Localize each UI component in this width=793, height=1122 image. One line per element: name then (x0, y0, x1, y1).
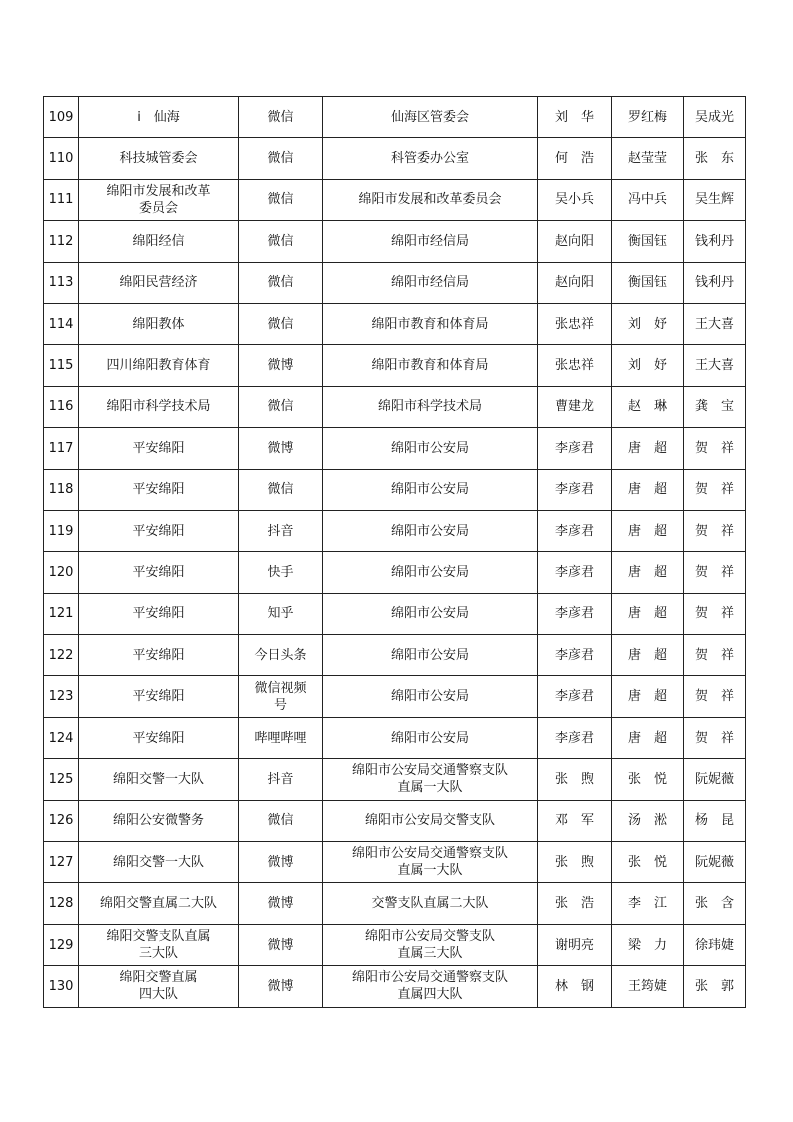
organization-cell: 绵阳市公安局交警支队 (323, 800, 538, 841)
account-name-cell: 绵阳市发展和改革 委员会 (79, 179, 239, 220)
operator-cell: 贺 祥 (684, 676, 746, 717)
operator-cell: 张 郭 (684, 966, 746, 1007)
table-row (44, 345, 746, 386)
responsible-leader-cell: 张 浩 (538, 883, 612, 924)
organization-cell: 绵阳市公安局 (323, 428, 538, 469)
responsible-leader-cell: 李彦君 (538, 510, 612, 551)
organization-cell: 绵阳市公安局 (323, 510, 538, 551)
table-row (44, 800, 746, 841)
platform-cell: 微信 (239, 179, 323, 220)
operator-cell: 王大喜 (684, 345, 746, 386)
contact-person-cell: 唐 超 (612, 428, 684, 469)
account-name-cell: 平安绵阳 (79, 635, 239, 676)
organization-cell: 绵阳市教育和体育局 (323, 345, 538, 386)
table-row (44, 179, 746, 220)
table-row (44, 966, 746, 1007)
responsible-leader-cell: 吴小兵 (538, 179, 612, 220)
contact-person-cell: 罗红梅 (612, 97, 684, 138)
responsible-leader-cell: 李彦君 (538, 635, 612, 676)
row-number-cell: 116 (44, 386, 79, 427)
table-row (44, 717, 746, 758)
table-row (44, 221, 746, 262)
table-row (44, 386, 746, 427)
organization-cell: 绵阳市公安局交通警察支队 直属四大队 (323, 966, 538, 1007)
operator-cell: 贺 祥 (684, 428, 746, 469)
platform-cell: 微博 (239, 842, 323, 883)
contact-person-cell: 刘 妤 (612, 345, 684, 386)
organization-cell: 仙海区管委会 (323, 97, 538, 138)
row-number-cell: 127 (44, 842, 79, 883)
organization-cell: 绵阳市公安局 (323, 676, 538, 717)
operator-cell: 钱利丹 (684, 221, 746, 262)
platform-cell: 抖音 (239, 759, 323, 800)
contact-person-cell: 衡国钰 (612, 221, 684, 262)
table-row (44, 552, 746, 593)
organization-cell: 绵阳市公安局 (323, 552, 538, 593)
row-number-cell: 121 (44, 593, 79, 634)
responsible-leader-cell: 李彦君 (538, 469, 612, 510)
responsible-leader-cell: 李彦君 (538, 428, 612, 469)
contact-person-cell: 刘 妤 (612, 303, 684, 344)
account-name-cell: 科技城管委会 (79, 138, 239, 179)
contact-person-cell: 王筠婕 (612, 966, 684, 1007)
organization-cell: 绵阳市公安局交警支队 直属三大队 (323, 924, 538, 965)
operator-cell: 王大喜 (684, 303, 746, 344)
platform-cell: 微信 (239, 221, 323, 262)
row-number-cell: 114 (44, 303, 79, 344)
contact-person-cell: 唐 超 (612, 510, 684, 551)
platform-cell: 微信 (239, 138, 323, 179)
row-number-cell: 111 (44, 179, 79, 220)
responsible-leader-cell: 刘 华 (538, 97, 612, 138)
account-name-cell: 平安绵阳 (79, 593, 239, 634)
table-row (44, 842, 746, 883)
account-name-cell: 绵阳市科学技术局 (79, 386, 239, 427)
contact-person-cell: 唐 超 (612, 676, 684, 717)
organization-cell: 绵阳市发展和改革委员会 (323, 179, 538, 220)
operator-cell: 张 东 (684, 138, 746, 179)
platform-cell: 微信 (239, 97, 323, 138)
row-number-cell: 125 (44, 759, 79, 800)
table-row (44, 676, 746, 717)
responsible-leader-cell: 赵向阳 (538, 221, 612, 262)
operator-cell: 龚 宝 (684, 386, 746, 427)
operator-cell: 贺 祥 (684, 552, 746, 593)
operator-cell: 贺 祥 (684, 717, 746, 758)
responsible-leader-cell: 赵向阳 (538, 262, 612, 303)
table-row (44, 635, 746, 676)
account-name-cell: 绵阳交警一大队 (79, 759, 239, 800)
responsible-leader-cell: 林 钢 (538, 966, 612, 1007)
responsible-leader-cell: 曹建龙 (538, 386, 612, 427)
platform-cell: 抖音 (239, 510, 323, 551)
contact-person-cell: 张 悦 (612, 842, 684, 883)
responsible-leader-cell: 张忠祥 (538, 303, 612, 344)
platform-cell: 今日头条 (239, 635, 323, 676)
table-row (44, 593, 746, 634)
table-row (44, 303, 746, 344)
platform-cell: 微博 (239, 345, 323, 386)
row-number-cell: 122 (44, 635, 79, 676)
account-name-cell: 绵阳交警直属 四大队 (79, 966, 239, 1007)
contact-person-cell: 唐 超 (612, 717, 684, 758)
operator-cell: 杨 昆 (684, 800, 746, 841)
organization-cell: 绵阳市公安局交通警察支队 直属一大队 (323, 842, 538, 883)
account-name-cell: 绵阳交警支队直属 三大队 (79, 924, 239, 965)
responsible-leader-cell: 李彦君 (538, 676, 612, 717)
operator-cell: 贺 祥 (684, 510, 746, 551)
organization-cell: 绵阳市经信局 (323, 262, 538, 303)
operator-cell: 贺 祥 (684, 635, 746, 676)
table-row (44, 97, 746, 138)
responsible-leader-cell: 张 煦 (538, 842, 612, 883)
platform-cell: 微博 (239, 428, 323, 469)
account-name-cell: 平安绵阳 (79, 469, 239, 510)
organization-cell: 绵阳市公安局 (323, 469, 538, 510)
platform-cell: 微信 (239, 800, 323, 841)
contact-person-cell: 汤 淞 (612, 800, 684, 841)
responsible-leader-cell: 李彦君 (538, 552, 612, 593)
account-name-cell: 绵阳交警一大队 (79, 842, 239, 883)
operator-cell: 张 含 (684, 883, 746, 924)
table-row (44, 469, 746, 510)
row-number-cell: 130 (44, 966, 79, 1007)
account-name-cell: i 仙海 (79, 97, 239, 138)
contact-person-cell: 唐 超 (612, 593, 684, 634)
account-name-cell: 绵阳教体 (79, 303, 239, 344)
organization-cell: 绵阳市公安局 (323, 635, 538, 676)
platform-cell: 微信 (239, 469, 323, 510)
organization-cell: 绵阳市公安局 (323, 717, 538, 758)
table-row (44, 138, 746, 179)
table-row (44, 262, 746, 303)
responsible-leader-cell: 邓 军 (538, 800, 612, 841)
contact-person-cell: 赵莹莹 (612, 138, 684, 179)
organization-cell: 科管委办公室 (323, 138, 538, 179)
platform-cell: 微博 (239, 924, 323, 965)
organization-cell: 绵阳市科学技术局 (323, 386, 538, 427)
platform-cell: 微博 (239, 883, 323, 924)
table-row (44, 759, 746, 800)
account-name-cell: 平安绵阳 (79, 552, 239, 593)
table-row (44, 883, 746, 924)
platform-cell: 快手 (239, 552, 323, 593)
account-name-cell: 绵阳公安微警务 (79, 800, 239, 841)
platform-cell: 微信 (239, 262, 323, 303)
organization-cell: 绵阳市经信局 (323, 221, 538, 262)
row-number-cell: 113 (44, 262, 79, 303)
account-name-cell: 绵阳民营经济 (79, 262, 239, 303)
contact-person-cell: 唐 超 (612, 552, 684, 593)
contact-person-cell: 唐 超 (612, 635, 684, 676)
account-name-cell: 四川绵阳教育体育 (79, 345, 239, 386)
contact-person-cell: 冯中兵 (612, 179, 684, 220)
platform-cell: 微信 (239, 303, 323, 344)
contact-person-cell: 唐 超 (612, 469, 684, 510)
operator-cell: 钱利丹 (684, 262, 746, 303)
contact-person-cell: 张 悦 (612, 759, 684, 800)
row-number-cell: 109 (44, 97, 79, 138)
responsible-leader-cell: 李彦君 (538, 593, 612, 634)
row-number-cell: 117 (44, 428, 79, 469)
table-row (44, 428, 746, 469)
organization-cell: 绵阳市教育和体育局 (323, 303, 538, 344)
operator-cell: 阮妮薇 (684, 759, 746, 800)
contact-person-cell: 赵 琳 (612, 386, 684, 427)
platform-cell: 微博 (239, 966, 323, 1007)
operator-cell: 贺 祥 (684, 469, 746, 510)
operator-cell: 阮妮薇 (684, 842, 746, 883)
responsible-leader-cell: 李彦君 (538, 717, 612, 758)
row-number-cell: 128 (44, 883, 79, 924)
contact-person-cell: 梁 力 (612, 924, 684, 965)
responsible-leader-cell: 何 浩 (538, 138, 612, 179)
row-number-cell: 126 (44, 800, 79, 841)
row-number-cell: 115 (44, 345, 79, 386)
platform-cell: 知乎 (239, 593, 323, 634)
table-row (44, 510, 746, 551)
row-number-cell: 124 (44, 717, 79, 758)
operator-cell: 徐玮婕 (684, 924, 746, 965)
row-number-cell: 129 (44, 924, 79, 965)
row-number-cell: 120 (44, 552, 79, 593)
account-name-cell: 平安绵阳 (79, 676, 239, 717)
account-name-cell: 平安绵阳 (79, 428, 239, 469)
row-number-cell: 123 (44, 676, 79, 717)
account-roster-table (43, 96, 746, 1008)
responsible-leader-cell: 张忠祥 (538, 345, 612, 386)
platform-cell: 哔哩哔哩 (239, 717, 323, 758)
row-number-cell: 119 (44, 510, 79, 551)
account-name-cell: 绵阳交警直属二大队 (79, 883, 239, 924)
account-name-cell: 绵阳经信 (79, 221, 239, 262)
platform-cell: 微信视频 号 (239, 676, 323, 717)
platform-cell: 微信 (239, 386, 323, 427)
responsible-leader-cell: 张 煦 (538, 759, 612, 800)
row-number-cell: 110 (44, 138, 79, 179)
row-number-cell: 112 (44, 221, 79, 262)
row-number-cell: 118 (44, 469, 79, 510)
operator-cell: 贺 祥 (684, 593, 746, 634)
contact-person-cell: 李 江 (612, 883, 684, 924)
responsible-leader-cell: 谢明亮 (538, 924, 612, 965)
table-body (44, 97, 746, 1008)
operator-cell: 吴成光 (684, 97, 746, 138)
account-name-cell: 平安绵阳 (79, 717, 239, 758)
organization-cell: 交警支队直属二大队 (323, 883, 538, 924)
account-name-cell: 平安绵阳 (79, 510, 239, 551)
contact-person-cell: 衡国钰 (612, 262, 684, 303)
table-row (44, 924, 746, 965)
organization-cell: 绵阳市公安局 (323, 593, 538, 634)
organization-cell: 绵阳市公安局交通警察支队 直属一大队 (323, 759, 538, 800)
operator-cell: 吴生辉 (684, 179, 746, 220)
